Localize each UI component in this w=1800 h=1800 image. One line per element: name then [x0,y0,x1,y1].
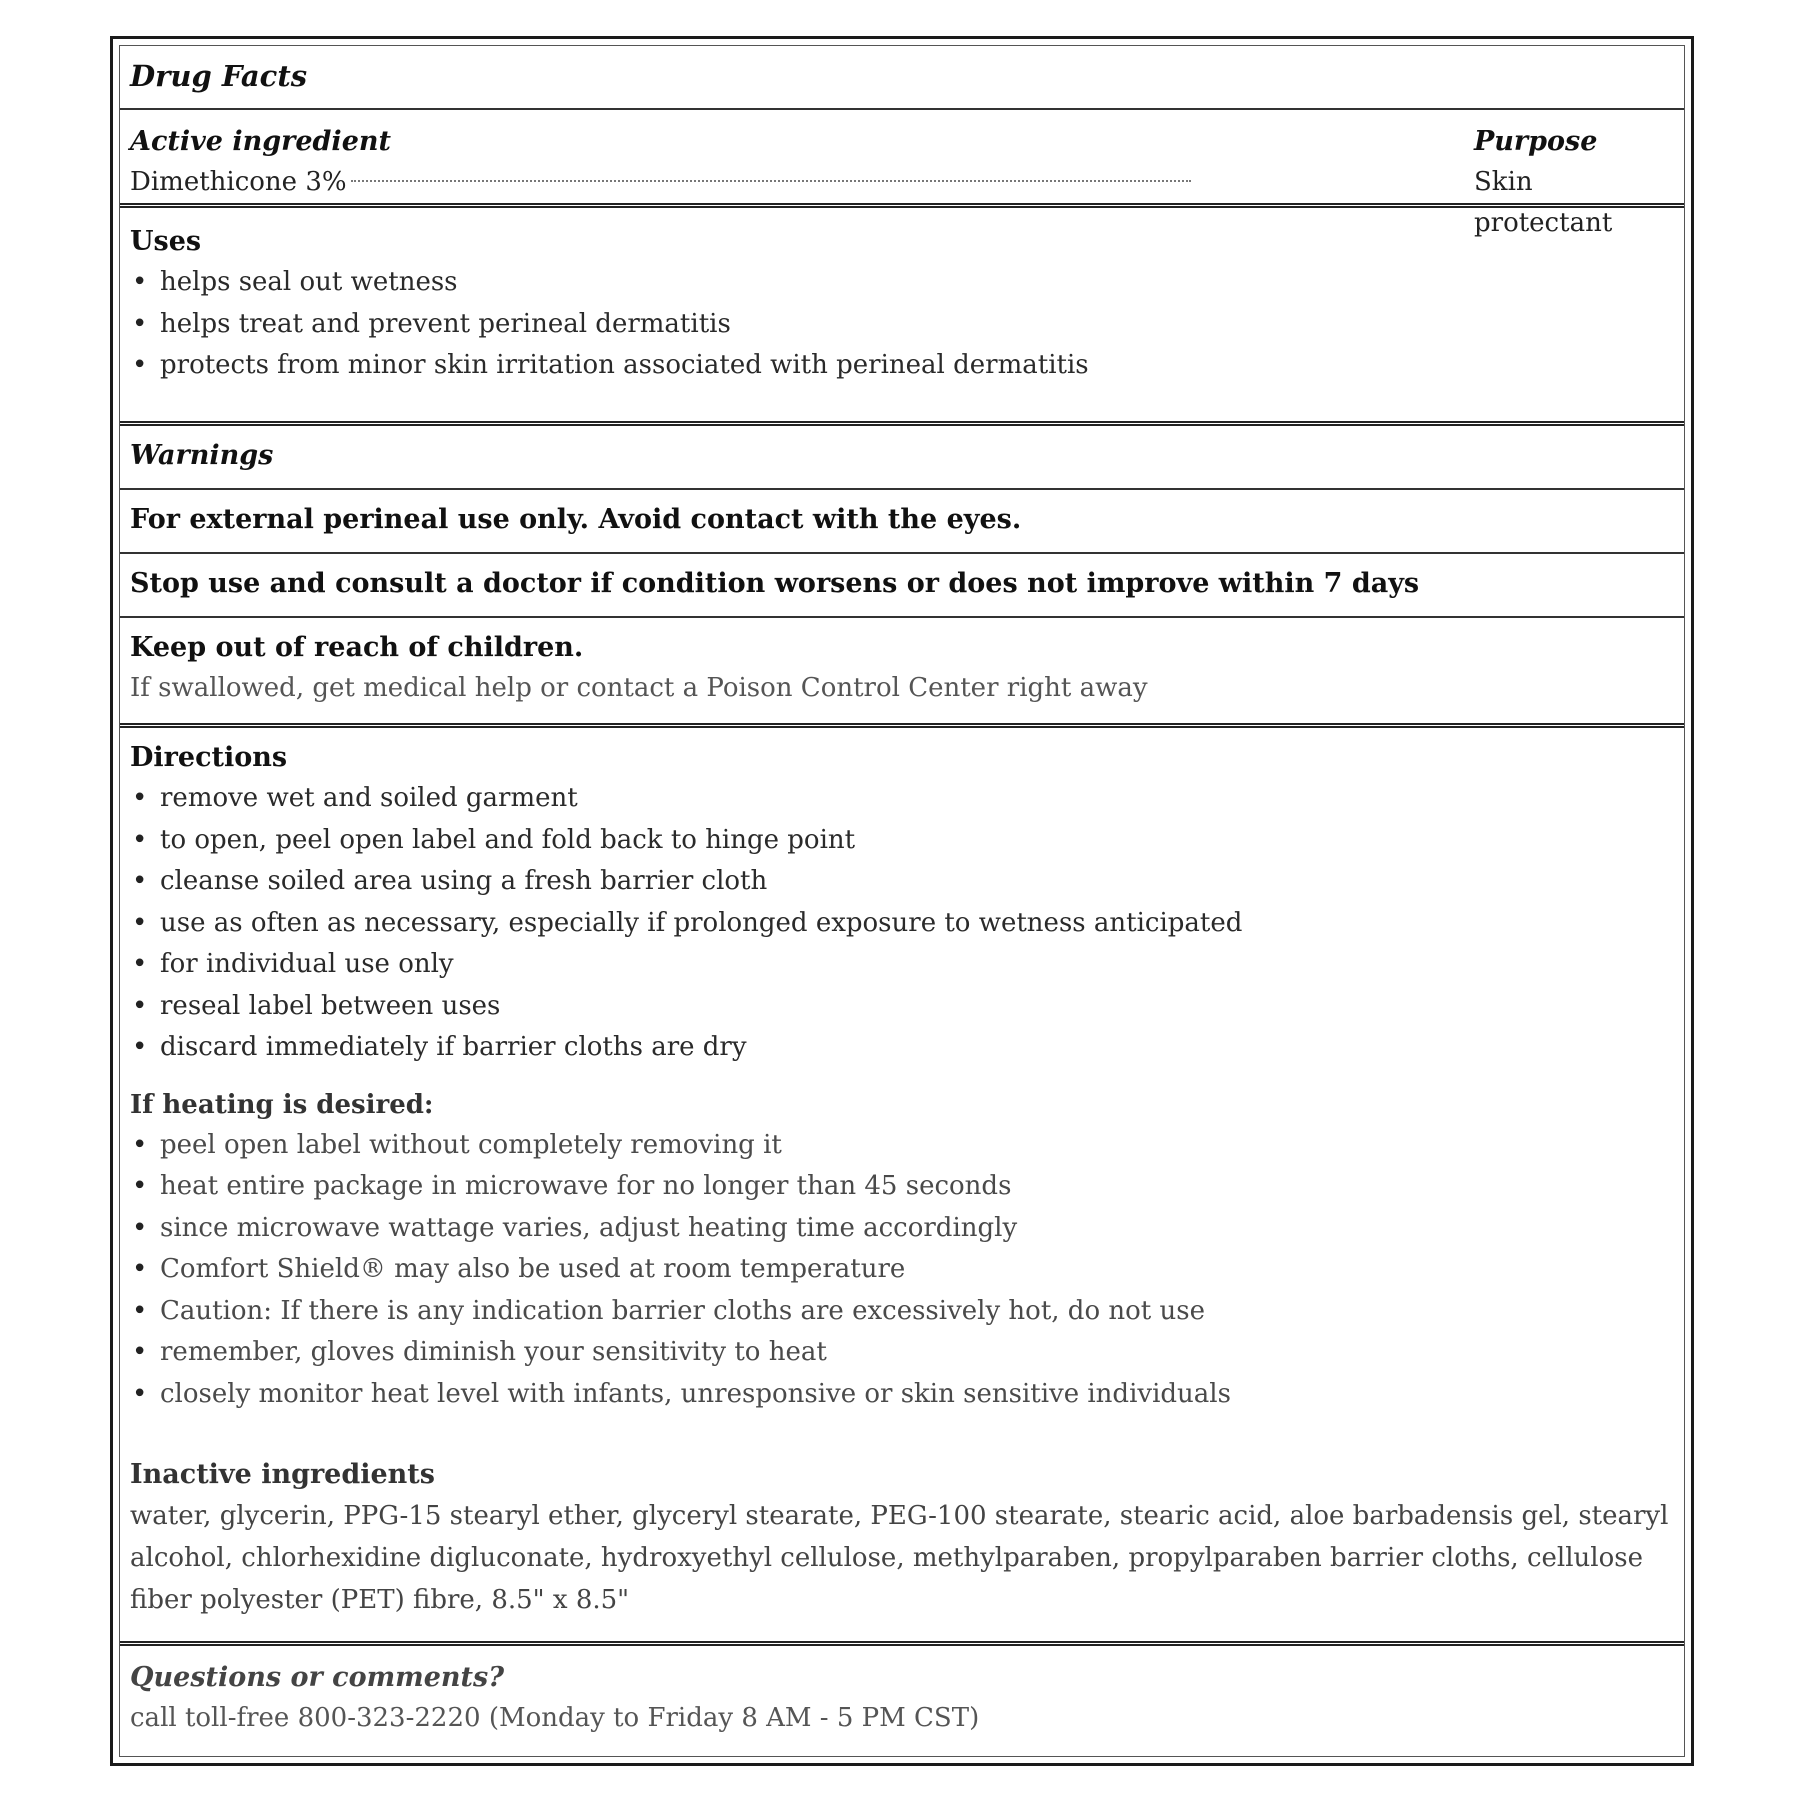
active-ingredient-heading: Active ingredient [130,126,391,157]
questions-text: call toll-free 800-323-2220 (Monday to Friday 8 AM - 5 PM CST) [130,1703,980,1733]
keep-out-section [120,618,1684,728]
list-item: • helps seal out wetness [130,262,1674,304]
dot-leader [351,180,1191,182]
list-item: • protects from minor skin irritation associated with perineal dermatitis [130,345,1674,387]
list-item: • cleanse soiled area using a fresh barrier cloth [130,861,1674,903]
list-item: • peel open label without completely removing it [130,1125,1674,1167]
drug-facts-inner [119,45,1685,1757]
list-item: • use as often as necessary, especially if prolonged exposure to wetness anticipated [130,903,1674,945]
stop-use-warning: Stop use and consult a doctor if condition worsens or does not improve within 7 days [130,568,1420,599]
active-ingredient-value: Dimethicone 3% [130,167,347,197]
directions-heading: Directions [130,742,288,773]
drug-facts-title-section [120,46,1684,110]
list-item: • Comfort Shield® may also be used at room temperature [130,1249,1674,1291]
list-item: • to open, peel open label and fold back to hinge point [130,820,1674,862]
warnings-heading: Warnings [130,440,274,471]
questions-section [120,1646,1684,1756]
spacer [130,1415,1674,1455]
list-item: • heat entire package in microwave for no longer than 45 seconds [130,1166,1674,1208]
list-item: • remember, gloves diminish your sensitivity to heat [130,1332,1674,1374]
heating-list [130,1125,1674,1416]
list-item: • remove wet and soiled garment [130,778,1674,820]
list-item: • for individual use only [130,944,1674,986]
list-item: • discard immediately if barrier cloths are dry [130,1027,1674,1069]
drug-facts-panel [110,36,1694,1766]
active-header-row [130,122,1674,162]
external-use-section [120,490,1684,554]
inactive-ingredients-heading: Inactive ingredients [130,1459,435,1490]
keep-out-heading: Keep out of reach of children. [130,632,584,663]
directions-list [130,778,1674,1069]
uses-heading: Uses [130,226,202,257]
questions-heading: Questions or comments? [130,1662,505,1693]
active-ingredient-section [120,110,1684,238]
keep-out-text: If swallowed, get medical help or contact a Poison Control Center right away [130,673,1148,703]
uses-section [120,208,1684,426]
inactive-ingredients-text: water, glycerin, PPG-15 stearyl ether, glyceryl stearate, PEG-100 stearate, stearic acid, aloe barbadensis gel, stearyl alcohol, chlorhexidine digluconate, hydroxyethyl cellulose, methylparaben, propylparaben barrier cloths, cellulose fiber polyester (PET) fibre, 8.5" x 8.5" [130,1501,1669,1615]
directions-section [120,728,1684,1646]
external-use-warning: For external perineal use only. Avoid contact with the eyes. [130,504,1022,535]
stop-use-section [120,554,1684,618]
list-item: • reseal label between uses [130,986,1674,1028]
uses-list [130,262,1674,387]
spacer [130,1069,1674,1085]
purpose-heading: Purpose [1474,126,1598,157]
drug-facts-title: Drug Facts [130,59,308,93]
purpose-value: Skin protectant [1474,167,1613,238]
list-item: • helps treat and prevent perineal dermatitis [130,304,1674,346]
list-item: • Caution: If there is any indication barrier cloths are excessively hot, do not use [130,1291,1674,1333]
warnings-heading-section [120,426,1684,490]
list-item: • since microwave wattage varies, adjust heating time accordingly [130,1208,1674,1250]
heating-heading: If heating is desired: [130,1089,434,1120]
list-item: • closely monitor heat level with infants, unresponsive or skin sensitive individuals [130,1374,1674,1416]
